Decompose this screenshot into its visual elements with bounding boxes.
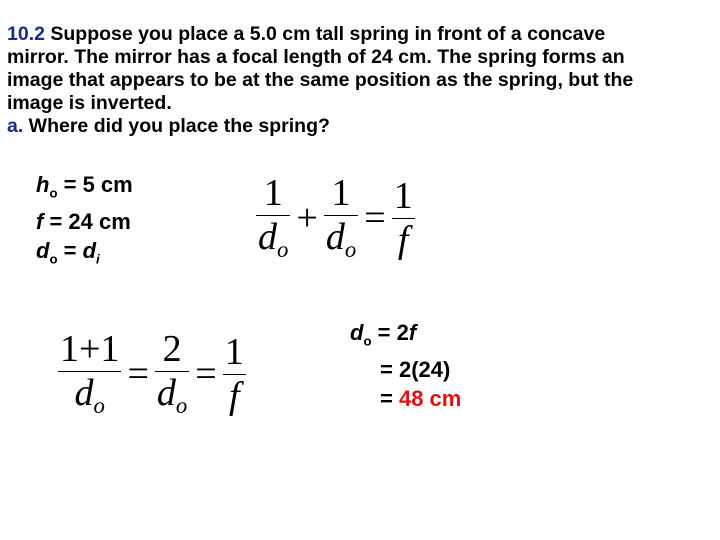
problem-line-2: mirror. The mirror has a focal length of 24 cm. The spring forms an	[7, 46, 625, 68]
equals-sign-1: =	[127, 352, 149, 395]
solution	[350, 318, 461, 413]
problem-line-3: image that appears to be at the same position as the spring, but the	[7, 69, 634, 91]
solution-line-3: = 48 cm	[380, 386, 462, 412]
equals-sign: =	[364, 196, 386, 239]
mirror-equation	[256, 174, 415, 262]
given-object-height: $h_o = 5$ cm	[36, 172, 133, 201]
equals-sign-2: =	[195, 352, 217, 395]
problem-number: 10.2	[7, 23, 45, 45]
fraction-1-over-do: $\frac{1}{d_o}$	[258, 172, 289, 262]
given-focal-length: f = 24 cm	[36, 209, 131, 235]
part-question: Where did you place the spring?	[23, 115, 330, 137]
fraction-1-over-f: $\frac{1}{f}$	[393, 174, 413, 261]
solution-line-2: = 2(24)	[380, 357, 451, 383]
part-label: a.	[7, 115, 24, 137]
fraction-1plus1-over-do: $\frac{1+1}{d_o}$	[60, 328, 120, 418]
final-answer: 48 cm	[398, 386, 462, 412]
given-values	[36, 170, 133, 274]
solution-line-1: $d_o = 2f$	[350, 320, 417, 349]
combined-equation	[58, 330, 246, 418]
fraction-2-over-do: $\frac{2}{d_o}$	[156, 328, 188, 418]
problem-line-4: image is inverted.	[7, 92, 172, 114]
fraction-1-over-do-2: $\frac{1}{d_o}$	[325, 172, 357, 262]
plus-sign: +	[296, 196, 318, 239]
problem-line-1: Suppose you place a 5.0 cm tall spring in front of a concave	[44, 23, 606, 45]
fraction-1-over-f-2: $\frac{1}{f}$	[224, 330, 244, 417]
problem-statement	[7, 23, 717, 138]
given-distance-relation: $d_o = d_i$	[36, 238, 100, 267]
